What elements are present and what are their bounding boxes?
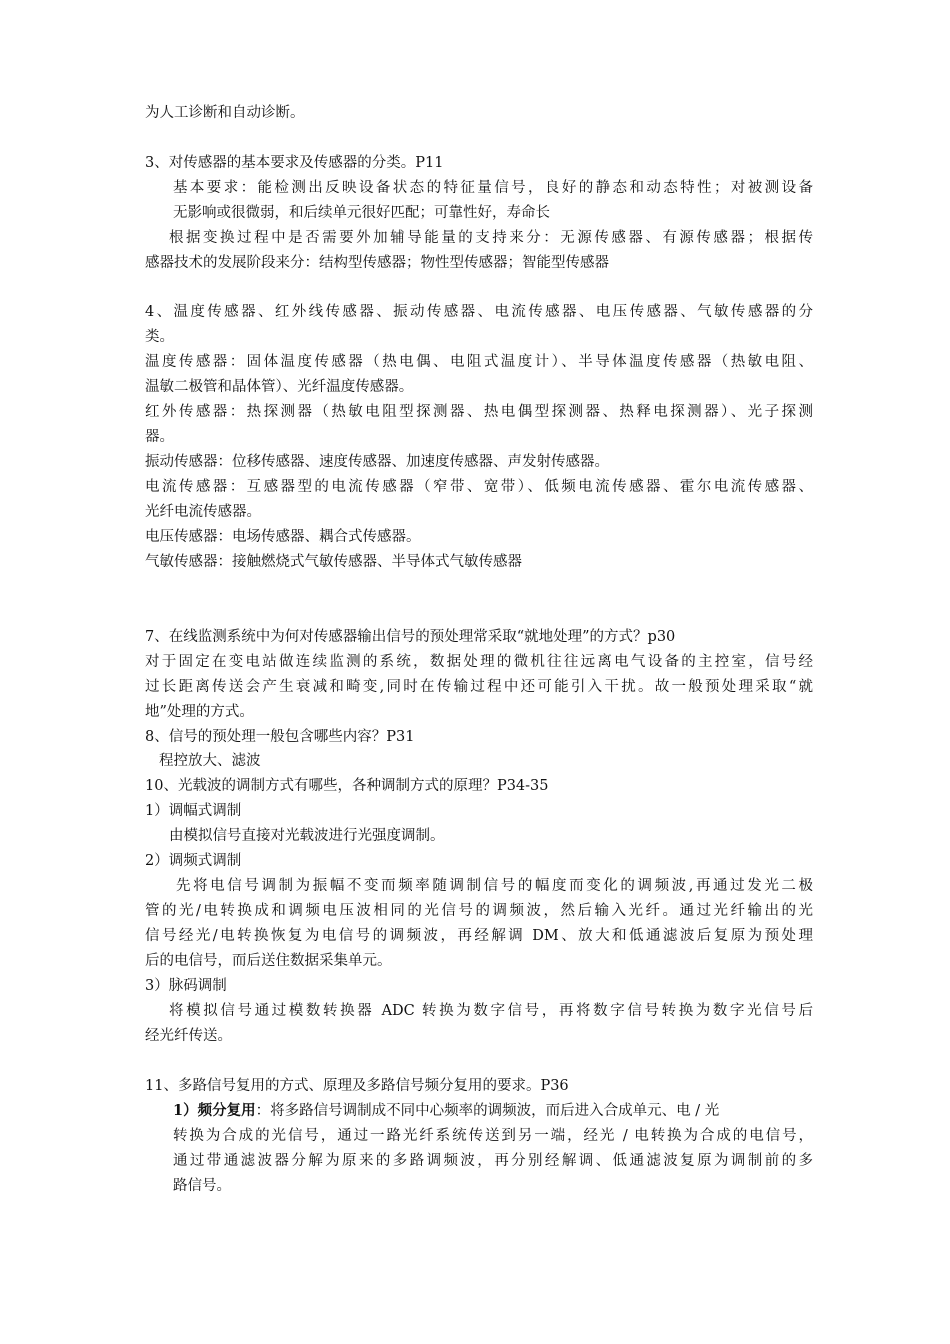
text-line: 光纤电流传感器。 (145, 504, 261, 520)
question-heading: 3、对传感器的基本要求及传感器的分类。P11 (145, 155, 444, 171)
text-line: 程控放大、滤波 (159, 753, 261, 769)
text-line: 由模拟信号直接对光载波进行光强度调制。 (169, 828, 445, 844)
text-line: 电压传感器：电场传感器、耦合式传感器。 (145, 529, 421, 545)
text-line: 转换为合成的光信号，通过一路光纤系统传送到另一端，经光 / 电转换为合成的电信号， (173, 1128, 813, 1144)
list-item-label: 3）脉码调制 (145, 978, 227, 994)
question-heading: 11、多路信号复用的方式、原理及多路信号频分复用的要求。P36 (145, 1078, 569, 1094)
text-line: 对于固定在变电站做连续监测的系统，数据处理的微机往往远离电气设备的主控室，信号经 (145, 654, 813, 670)
text-line: 通过带通滤波器分解为原来的多路调频波，再分别经解调、低通滤波复原为调制前的多 (173, 1153, 813, 1169)
question-heading: 7、在线监测系统中为何对传感器输出信号的预处理常采取“就地处理”的方式？p30 (145, 629, 676, 645)
text-line: 无影响或很微弱，和后续单元很好匹配；可靠性好，寿命长 (173, 205, 550, 221)
text-line: 气敏传感器：接触燃烧式气敏传感器、半导体式气敏传感器 (145, 554, 522, 570)
text-line: 将模拟信号通过模数转换器 ADC 转换为数字信号，再将数字信号转换为数字光信号后 (169, 1003, 813, 1019)
text-line: 基本要求：能检测出反映设备状态的特征量信号，良好的静态和动态特性；对被测设备 (173, 180, 813, 196)
text-line: 振动传感器：位移传感器、速度传感器、加速度传感器、声发射传感器。 (145, 454, 609, 470)
text-line: 温度传感器：固体温度传感器（热电偶、电阻式温度计）、半导体温度传感器（热敏电阻、 (145, 354, 813, 370)
list-item-label: 2）调频式调制 (145, 853, 242, 869)
text-line: 电流传感器：互感器型的电流传感器（窄带、宽带）、低频电流传感器、霍尔电流传感器、 (145, 479, 813, 495)
text-line: 为人工诊断和自动诊断。 (145, 105, 305, 121)
question-heading: 4、温度传感器、红外线传感器、振动传感器、电流传感器、电压传感器、气敏传感器的分 (145, 304, 813, 320)
text-line: 后的电信号，而后送住数据采集单元。 (145, 953, 392, 969)
text-line: 过长距离传送会产生衰减和畸变,同时在传输过程中还可能引入干扰。故一般预处理采取“就 (145, 679, 813, 695)
text-line: 感器技术的发展阶段来分：结构型传感器；物性型传感器；智能型传感器 (145, 255, 609, 271)
text-line: 类。 (145, 329, 174, 345)
text-line: 地”处理的方式。 (145, 704, 254, 720)
text-line: 信号经光/电转换恢复为电信号的调频波，再经解调 DM、放大和低通滤波后复原为预处理 (145, 928, 813, 944)
text-line: 根据变换过程中是否需要外加辅导能量的支持来分：无源传感器、有源传感器；根据传 (169, 230, 813, 246)
text-line: 路信号。 (173, 1178, 231, 1194)
text-line: 先将电信号调制为振幅不变而频率随调制信号的幅度而变化的调频波,再通过发光二极 (176, 878, 813, 894)
text-line: 管的光/电转换成和调频电压波相同的光信号的调频波，然后输入光纤。通过光纤输出的光 (145, 903, 813, 919)
question-heading: 10、光载波的调制方式有哪些，各种调制方式的原理？P34-35 (145, 778, 549, 794)
term-label: 1）频分复用 (173, 1102, 256, 1119)
text-line: 经光纤传送。 (145, 1028, 232, 1044)
list-item-label: 1）调幅式调制 (145, 803, 242, 819)
text-line: 温敏二极管和晶体管）、光纤温度传感器。 (145, 379, 414, 395)
text-line (173, 1101, 719, 1121)
text-line: 红外传感器：热探测器（热敏电阻型探测器、热电偶型探测器、热释电探测器）、光子探测 (145, 404, 813, 420)
question-heading: 8、信号的预处理一般包含哪些内容？P31 (145, 729, 415, 745)
term-definition: ：将多路信号调制成不同中心频率的调频波，而后进入合成单元、电 / 光 (255, 1103, 720, 1119)
text-line: 器。 (145, 429, 174, 445)
